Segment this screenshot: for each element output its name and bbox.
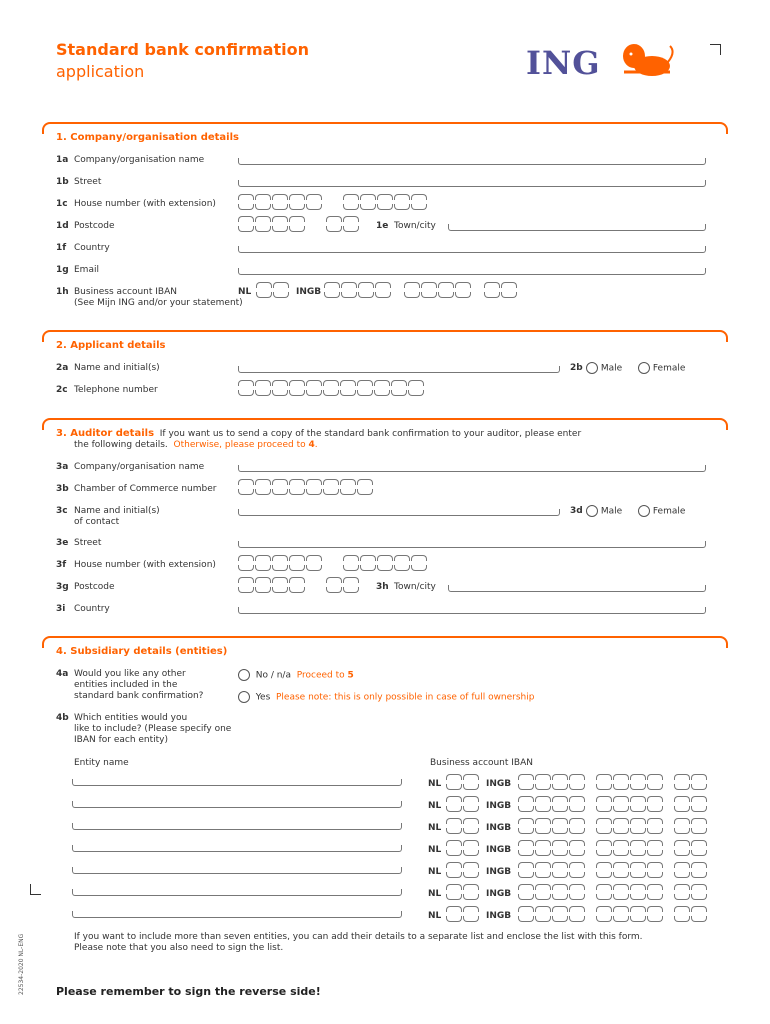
field-3e-label: 3e Street xyxy=(56,538,102,548)
lion-logo-icon xyxy=(618,42,676,78)
auditor-house-number-boxes[interactable] xyxy=(238,555,428,571)
auditor-male-option[interactable]: Male xyxy=(586,505,622,517)
entity-name-input[interactable] xyxy=(72,867,402,874)
entity-iban-nl-prefix: NL xyxy=(428,801,442,811)
field-3c-sublabel: of contact xyxy=(74,517,120,527)
entity-iban-nl-prefix: NL xyxy=(428,779,442,789)
town-input[interactable] xyxy=(448,224,706,231)
email-input[interactable] xyxy=(238,268,706,275)
entity-iban-nl-prefix: NL xyxy=(428,867,442,877)
entity-iban-check-boxes[interactable] xyxy=(446,796,480,812)
entity-iban-ingb-prefix: INGB xyxy=(486,823,512,833)
yes-radio[interactable] xyxy=(238,691,250,703)
entity-iban-check-boxes[interactable] xyxy=(446,906,480,922)
field-1b-label: 1b Street xyxy=(56,177,102,187)
telephone-boxes[interactable] xyxy=(238,380,425,396)
female-radio[interactable] xyxy=(638,505,650,517)
entity-iban-ingb-prefix: INGB xyxy=(486,867,512,877)
entity-iban-check-boxes[interactable] xyxy=(446,884,480,900)
female-radio[interactable] xyxy=(638,362,650,374)
entity-iban-ingb-prefix: INGB xyxy=(486,845,512,855)
male-radio[interactable] xyxy=(586,505,598,517)
entity-iban-check-boxes[interactable] xyxy=(446,840,480,856)
entity-name-input[interactable] xyxy=(72,845,402,852)
chamber-of-commerce-boxes[interactable] xyxy=(238,479,374,495)
option-yes[interactable]: Yes Please note: this is only possible in case of full ownership xyxy=(238,691,534,703)
footnote-line1: If you want to include more than seven entities, you can add their details to a separate list and enclose the list with this form. xyxy=(74,932,643,942)
entity-iban-check-boxes[interactable] xyxy=(446,774,480,790)
applicant-female-option[interactable]: Female xyxy=(638,362,685,374)
sign-reminder: Please remember to sign the reverse side! xyxy=(56,985,321,998)
entity-iban-account-boxes[interactable] xyxy=(518,840,708,856)
field-3i-label: 3i Country xyxy=(56,604,110,614)
field-3a-label: 3a Company/organisation name xyxy=(56,462,205,472)
field-2c-label: 2c Telephone number xyxy=(56,385,158,395)
iban-check-boxes[interactable] xyxy=(256,282,290,298)
ing-logo-text: ING xyxy=(526,44,601,82)
applicant-male-option[interactable]: Male xyxy=(586,362,622,374)
field-3f-label: 3f House number (with extension) xyxy=(56,560,216,570)
entity-name-input[interactable] xyxy=(72,911,402,918)
entity-iban-ingb-prefix: INGB xyxy=(486,779,512,789)
field-1h-label: 1h Business account IBAN xyxy=(56,287,177,297)
auditor-company-input[interactable] xyxy=(238,465,706,472)
country-input[interactable] xyxy=(238,246,706,253)
entity-iban-nl-prefix: NL xyxy=(428,823,442,833)
section4-title: 4. Subsidiary details (entities) xyxy=(56,646,228,657)
entity-iban-nl-prefix: NL xyxy=(428,845,442,855)
field-1a-label: 1a Company/organisation name xyxy=(56,155,205,165)
postcode-boxes[interactable] xyxy=(238,216,360,232)
field-1f-label: 1f Country xyxy=(56,243,110,253)
field-4b-label: 4b Which entities would you like to include? (Please specify one IBAN for each entity) xyxy=(56,713,232,745)
applicant-name-input[interactable] xyxy=(238,366,560,373)
entity-name-input[interactable] xyxy=(72,779,402,786)
company-name-input[interactable] xyxy=(238,158,706,165)
field-3c-label: 3c Name and initial(s) xyxy=(56,506,160,516)
entity-iban-nl-prefix: NL xyxy=(428,911,442,921)
section2-title: 2. Applicant details xyxy=(56,340,166,351)
field-3d-label: 3d xyxy=(570,506,583,516)
entity-name-input[interactable] xyxy=(72,889,402,896)
field-1e-label: 1e Town/city xyxy=(376,221,436,231)
field-3h-label: 3h Town/city xyxy=(376,582,436,592)
section3-intro: If you want us to send a copy of the standard bank confirmation to your auditor, please enter xyxy=(159,429,582,439)
auditor-town-input[interactable] xyxy=(448,585,706,592)
male-radio[interactable] xyxy=(586,362,598,374)
auditor-postcode-boxes[interactable] xyxy=(238,577,360,593)
entity-iban-account-boxes[interactable] xyxy=(518,884,708,900)
field-1h-sublabel: (See Mijn ING and/or your statement) xyxy=(74,298,243,308)
entity-iban-check-boxes[interactable] xyxy=(446,818,480,834)
entity-iban-ingb-prefix: INGB xyxy=(486,889,512,899)
field-2a-label: 2a Name and initial(s) xyxy=(56,363,160,373)
entity-iban-check-boxes[interactable] xyxy=(446,862,480,878)
option-no[interactable]: No / n/a Proceed to 5 xyxy=(238,669,354,681)
footnote-line2: Please note that you also need to sign the list. xyxy=(74,943,284,953)
entity-iban-nl-prefix: NL xyxy=(428,889,442,899)
form-code: 22534-2020 NL-ENG xyxy=(18,933,25,995)
iban-nl-prefix: NL xyxy=(238,287,252,297)
entity-name-input[interactable] xyxy=(72,801,402,808)
iban-account-boxes[interactable] xyxy=(324,282,518,298)
entity-iban-ingb-prefix: INGB xyxy=(486,911,512,921)
entity-iban-account-boxes[interactable] xyxy=(518,774,708,790)
auditor-contact-input[interactable] xyxy=(238,509,560,516)
house-number-boxes[interactable] xyxy=(238,194,428,210)
entity-name-input[interactable] xyxy=(72,823,402,830)
field-3g-label: 3g Postcode xyxy=(56,582,115,592)
field-3b-label: 3b Chamber of Commerce number xyxy=(56,484,217,494)
entity-name-header: Entity name xyxy=(74,758,129,768)
auditor-street-input[interactable] xyxy=(238,541,706,548)
iban-ingb-prefix: INGB xyxy=(296,287,322,297)
entity-iban-account-boxes[interactable] xyxy=(518,906,708,922)
no-radio[interactable] xyxy=(238,669,250,681)
auditor-female-option[interactable]: Female xyxy=(638,505,685,517)
form-title: Standard bank confirmation xyxy=(56,40,309,59)
corner-mark-bottom-left xyxy=(30,884,41,895)
entity-iban-account-boxes[interactable] xyxy=(518,796,708,812)
section3-intro-line2: the following details. Otherwise, please proceed to 4. xyxy=(74,440,318,450)
business-iban-header: Business account IBAN xyxy=(430,758,533,768)
auditor-country-input[interactable] xyxy=(238,607,706,614)
street-input[interactable] xyxy=(238,180,706,187)
section3-title: 3. Auditor details xyxy=(56,428,155,439)
section3-header xyxy=(56,428,581,439)
form-subtitle: application xyxy=(56,62,145,81)
entity-iban-ingb-prefix: INGB xyxy=(486,801,512,811)
field-1g-label: 1g Email xyxy=(56,265,99,275)
entity-iban-account-boxes[interactable] xyxy=(518,818,708,834)
field-1d-label: 1d Postcode xyxy=(56,221,115,231)
field-4a-label: 4a Would you like any other entities included in the standard bank confirmation? xyxy=(56,669,204,701)
corner-mark-top-right xyxy=(710,44,721,55)
section1-title: 1. Company/organisation details xyxy=(56,132,239,143)
field-1c-label: 1c House number (with extension) xyxy=(56,199,216,209)
entity-iban-account-boxes[interactable] xyxy=(518,862,708,878)
field-2b-label: 2b xyxy=(570,363,583,373)
